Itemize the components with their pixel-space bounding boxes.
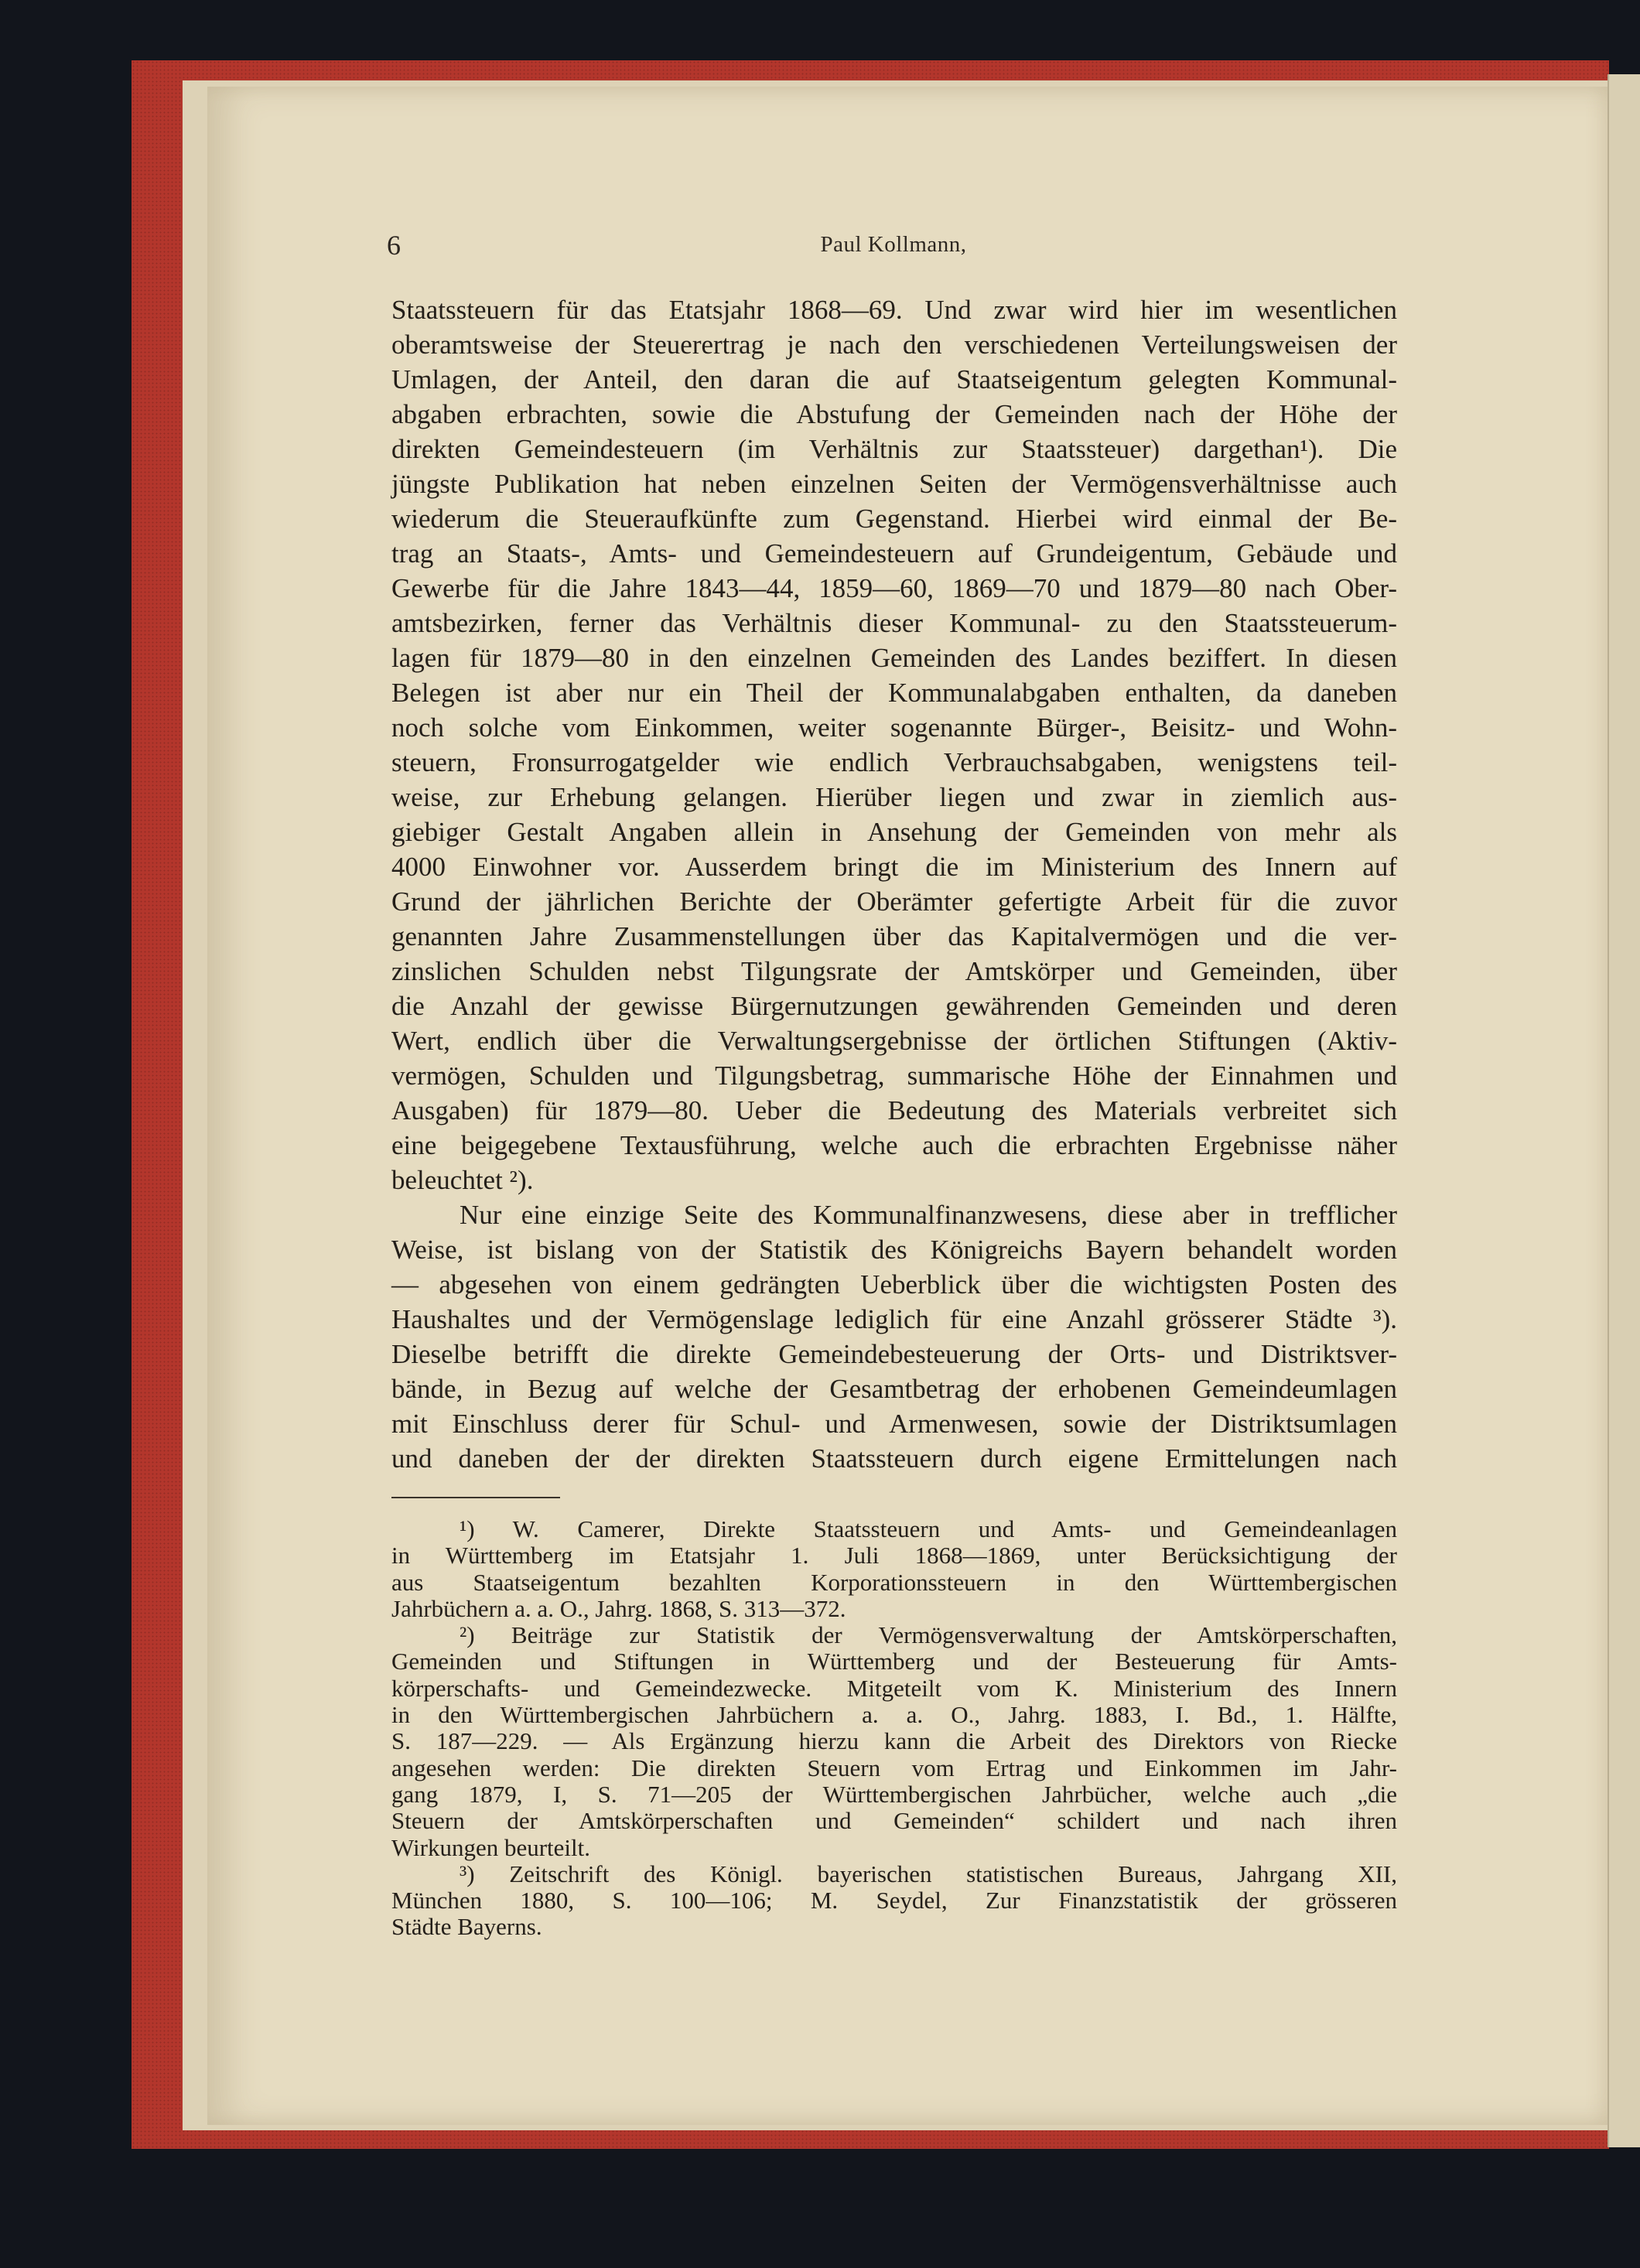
footnote-line: körperschafts- und Gemeindezwecke. Mitgeteilt vom K. Ministerium des Innern bbox=[391, 1674, 1397, 1702]
footnotes bbox=[391, 1516, 1397, 1941]
footnote-line: aus Staatseigentum bezahlten Korporationssteuern in den Württembergischen bbox=[391, 1568, 1397, 1596]
text-line: mit Einschluss derer für Schul- und Armenwesen, sowie der Distriktsumlagen bbox=[391, 1409, 1397, 1439]
footnote-line: Jahrbüchern a. a. O., Jahrg. 1868, S. 313—372. bbox=[391, 1594, 846, 1622]
footnote-line: Städte Bayerns. bbox=[391, 1913, 542, 1941]
text-line: genannten Jahre Zusammenstellungen über das Kapitalvermögen und die ver- bbox=[391, 921, 1397, 951]
text-line: noch solche vom Einkommen, weiter sogenannte Bürger-, Beisitz- und Wohn- bbox=[391, 712, 1397, 743]
text-line: Grund der jährlichen Berichte der Oberämter gefertigte Arbeit für die zuvor bbox=[391, 886, 1397, 917]
page-header bbox=[387, 229, 1400, 268]
text-line: vermögen, Schulden und Tilgungsbetrag, summarische Höhe der Einnahmen und bbox=[391, 1061, 1397, 1091]
text-line: Ausgaben) für 1879—80. Ueber die Bedeutung des Materials verbreitet sich bbox=[391, 1095, 1397, 1125]
footnote-line: München 1880, S. 100—106; M. Seydel, Zur Finanzstatistik der grösseren bbox=[391, 1887, 1397, 1914]
text-line: — abgesehen von einem gedrängten Ueberblick über die wichtigsten Posten des bbox=[391, 1269, 1397, 1300]
footnote-rule bbox=[391, 1497, 560, 1498]
text-line: Staatssteuern für das Etatsjahr 1868—69. Und zwar wird hier im wesentlichen bbox=[391, 295, 1397, 325]
footnote-line: ¹) W. Camerer, Direkte Staatssteuern und Amts- und Gemeindeanlagen bbox=[460, 1515, 1397, 1542]
text-line: Dieselbe betrifft die direkte Gemeindebesteuerung der Orts- und Distriktsver- bbox=[391, 1339, 1397, 1369]
running-head: Paul Kollmann, bbox=[820, 232, 967, 257]
text-line: Wert, endlich über die Verwaltungsergebnisse der örtlichen Stiftungen (Aktiv- bbox=[391, 1026, 1397, 1056]
text-line: Nur eine einzige Seite des Kommunalfinanzwesens, diese aber in trefflicher bbox=[460, 1200, 1397, 1230]
facing-page-edge bbox=[1608, 74, 1640, 2147]
footnote-line: gang 1879, I, S. 71—205 der Württembergischen Jahrbücher, welche auch „die bbox=[391, 1780, 1397, 1808]
text-line: giebiger Gestalt Angaben allein in Ansehung der Gemeinden von mehr als bbox=[391, 817, 1397, 847]
text-line: und daneben der der direkten Staatssteuern durch eigene Ermittelungen nach bbox=[391, 1443, 1397, 1474]
text-line: jüngste Publikation hat neben einzelnen Seiten der Vermögensverhältnisse auch bbox=[391, 469, 1397, 499]
text-line: Weise, ist bislang von der Statistik des Königreichs Bayern behandelt worden bbox=[391, 1235, 1397, 1265]
footnote-line: ²) Beiträge zur Statistik der Vermögensverwaltung der Amtskörperschaften, bbox=[460, 1621, 1397, 1649]
text-line: Belegen ist aber nur ein Theil der Kommunalabgaben enthalten, da daneben bbox=[391, 678, 1397, 708]
text-line: trag an Staats-, Amts- und Gemeindesteuern auf Grundeigentum, Gebäude und bbox=[391, 538, 1397, 569]
text-line: Haushaltes und der Vermögenslage lediglich für eine Anzahl grösserer Städte ³). bbox=[391, 1304, 1397, 1334]
text-line: 4000 Einwohner vor. Ausserdem bringt die im Ministerium des Innern auf bbox=[391, 852, 1397, 882]
footnote-line: angesehen werden: Die direkten Steuern vom Ertrag und Einkommen im Jahr- bbox=[391, 1754, 1397, 1781]
footnote-line: in den Württembergischen Jahrbüchern a. a. O., Jahrg. 1883, I. Bd., 1. Hälfte, bbox=[391, 1701, 1397, 1729]
footnote-line: in Württemberg im Etatsjahr 1. Juli 1868—1869, unter Berücksichtigung der bbox=[391, 1542, 1397, 1569]
text-line: weise, zur Erhebung gelangen. Hierüber liegen und zwar in ziemlich aus- bbox=[391, 782, 1397, 812]
text-line: beleuchtet ²). bbox=[391, 1165, 534, 1195]
footnote-line: S. 187—229. — Als Ergänzung hierzu kann die Arbeit des Direktors von Riecke bbox=[391, 1727, 1397, 1755]
text-line: direkten Gemeindesteuern (im Verhältnis zur Staatssteuer) dargethan¹). Die bbox=[391, 434, 1397, 464]
footnote-line: ³) Zeitschrift des Königl. bayerischen statistischen Bureaus, Jahrgang XII, bbox=[460, 1860, 1397, 1887]
text-line: lagen für 1879—80 in den einzelnen Gemeinden des Landes beziffert. In diesen bbox=[391, 643, 1397, 673]
text-line: eine beigegebene Textausführung, welche auch die erbrachten Ergebnisse näher bbox=[391, 1130, 1397, 1160]
page-number: 6 bbox=[387, 230, 401, 261]
text-line: amtsbezirken, ferner das Verhältnis dieser Kommunal- zu den Staatssteuerum- bbox=[391, 608, 1397, 638]
text-line: steuern, Fronsurrogatgelder wie endlich Verbrauchsabgaben, wenigstens teil- bbox=[391, 747, 1397, 777]
text-line: die Anzahl der gewisse Bürgernutzungen gewährenden Gemeinden und deren bbox=[391, 991, 1397, 1021]
footnote-line: Wirkungen beurteilt. bbox=[391, 1833, 591, 1861]
text-line: zinslichen Schulden nebst Tilgungsrate der Amtskörper und Gemeinden, über bbox=[391, 956, 1397, 986]
text-line: wiederum die Steueraufkünfte zum Gegenstand. Hierbei wird einmal der Be- bbox=[391, 504, 1397, 534]
text-line: oberamtsweise der Steuerertrag je nach den verschiedenen Verteilungsweisen der bbox=[391, 330, 1397, 360]
footnote-line: Gemeinden und Stiftungen in Württemberg und der Besteuerung für Amts- bbox=[391, 1648, 1397, 1675]
text-line: Umlagen, der Anteil, den daran die auf Staatseigentum gelegten Kommunal- bbox=[391, 364, 1397, 395]
main-text bbox=[391, 292, 1397, 1476]
text-line: bände, in Bezug auf welche der Gesamtbetrag der erhobenen Gemeindeumlagen bbox=[391, 1374, 1397, 1404]
text-line: Gewerbe für die Jahre 1843—44, 1859—60, 1869—70 und 1879—80 nach Ober- bbox=[391, 573, 1397, 603]
text-line: abgaben erbrachten, sowie die Abstufung der Gemeinden nach der Höhe der bbox=[391, 399, 1397, 429]
footnote-line: Steuern der Amtskörperschaften und Gemeinden“ schildert und nach ihren bbox=[391, 1807, 1397, 1835]
